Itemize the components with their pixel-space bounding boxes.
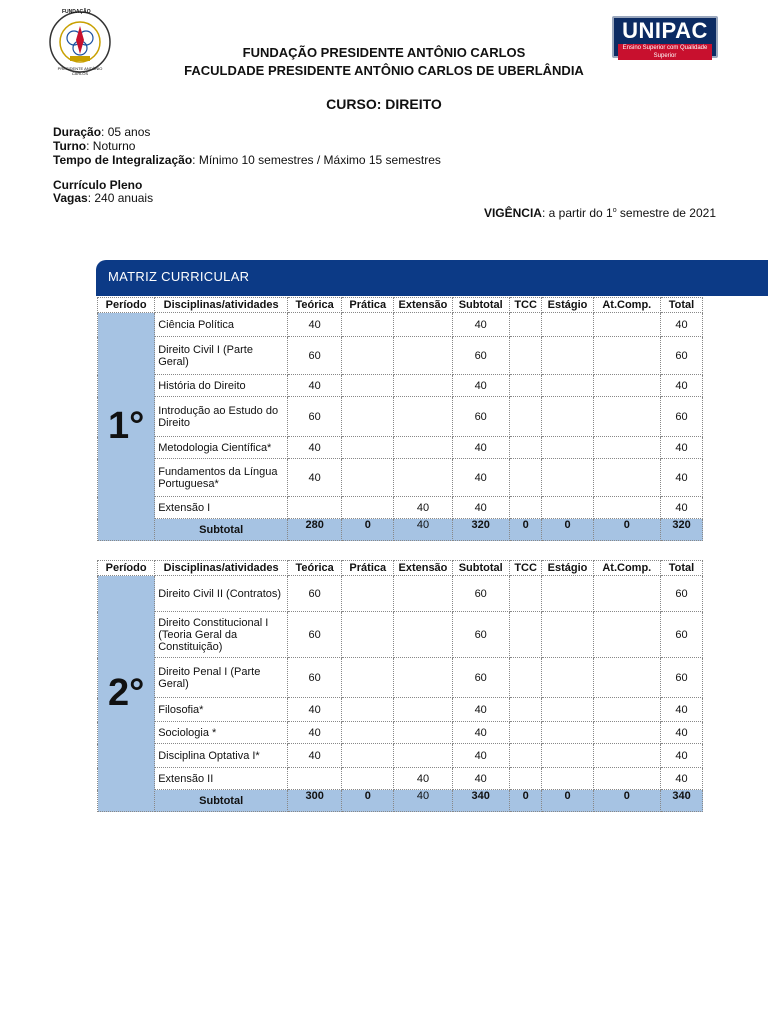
cell-teorica: 40 <box>288 375 342 397</box>
cell-atcomp <box>593 497 660 519</box>
cell-tcc <box>509 397 542 437</box>
cell-teorica: 40 <box>288 437 342 459</box>
cell-atcomp <box>593 576 660 612</box>
table-row <box>98 698 703 722</box>
info-vagas <box>53 191 153 205</box>
cell-extensao <box>394 397 452 437</box>
subtotal-teorica: 300 <box>288 790 342 812</box>
cell-pratica <box>342 768 394 790</box>
vigencia-post: semestre de 2021 <box>616 206 716 220</box>
column-header: TCC <box>509 561 542 576</box>
info-turno-label: Turno <box>53 139 87 153</box>
table-row <box>98 612 703 658</box>
subtotal-estagio: 0 <box>542 519 593 541</box>
subtotal-subtotal: 340 <box>452 790 509 812</box>
cell-atcomp <box>593 768 660 790</box>
column-header: Extensão <box>394 561 452 576</box>
cell-extensao <box>394 722 452 744</box>
info-curriculo-label: Currículo Pleno <box>53 178 143 192</box>
column-header: Estágio <box>542 561 593 576</box>
cell-extensao: 40 <box>394 497 452 519</box>
info-turno-value: : Noturno <box>86 139 136 153</box>
cell-atcomp <box>593 722 660 744</box>
subtotal-extensao: 40 <box>394 519 452 541</box>
cell-subtotal: 60 <box>452 612 509 658</box>
cell-total: 60 <box>661 658 703 698</box>
table-row <box>98 459 703 497</box>
subtotal-total: 320 <box>661 519 703 541</box>
cell-tcc <box>509 722 542 744</box>
cell-teorica: 40 <box>288 313 342 337</box>
cell-total: 40 <box>661 722 703 744</box>
column-header: Teórica <box>288 298 342 313</box>
cell-teorica: 40 <box>288 744 342 768</box>
subtotal-estagio: 0 <box>542 790 593 812</box>
cell-subtotal: 40 <box>452 497 509 519</box>
table-row <box>98 497 703 519</box>
cell-pratica <box>342 437 394 459</box>
cell-total: 60 <box>661 337 703 375</box>
cell-tcc <box>509 698 542 722</box>
cell-pratica <box>342 497 394 519</box>
subtotal-pratica: 0 <box>342 519 394 541</box>
cell-pratica <box>342 375 394 397</box>
subtotal-tcc: 0 <box>509 790 542 812</box>
cell-atcomp <box>593 744 660 768</box>
column-header: Total <box>661 561 703 576</box>
subtotal-atcomp: 0 <box>593 790 660 812</box>
cell-pratica <box>342 744 394 768</box>
discipline-name: Direito Civil II (Contratos) <box>155 576 288 612</box>
cell-extensao <box>394 698 452 722</box>
cell-estagio <box>542 576 593 612</box>
column-header: Período <box>98 298 155 313</box>
column-header: Disciplinas/atividades <box>155 561 288 576</box>
info-vigencia <box>484 206 716 220</box>
table-row <box>98 722 703 744</box>
cell-teorica: 60 <box>288 658 342 698</box>
discipline-name: Extensão II <box>155 768 288 790</box>
cell-teorica: 60 <box>288 576 342 612</box>
cell-total: 60 <box>661 576 703 612</box>
cell-teorica: 60 <box>288 397 342 437</box>
cell-extensao <box>394 313 452 337</box>
cell-atcomp <box>593 375 660 397</box>
cell-tcc <box>509 459 542 497</box>
cell-total: 40 <box>661 459 703 497</box>
cell-extensao <box>394 576 452 612</box>
cell-extensao <box>394 658 452 698</box>
cell-estagio <box>542 375 593 397</box>
cell-subtotal: 60 <box>452 658 509 698</box>
cell-estagio <box>542 437 593 459</box>
subtotal-row <box>98 790 703 812</box>
column-header: At.Comp. <box>593 298 660 313</box>
cell-estagio <box>542 768 593 790</box>
table-header <box>98 561 703 576</box>
cell-teorica <box>288 768 342 790</box>
cell-estagio <box>542 698 593 722</box>
vigencia-pre: : a partir do 1 <box>541 206 613 220</box>
period-2-table <box>97 560 703 812</box>
column-header: Subtotal <box>452 561 509 576</box>
cell-total: 40 <box>661 744 703 768</box>
cell-total: 40 <box>661 437 703 459</box>
cell-extensao <box>394 437 452 459</box>
cell-teorica: 60 <box>288 612 342 658</box>
vigencia-label: VIGÊNCIA <box>483 206 542 220</box>
cell-subtotal: 40 <box>452 698 509 722</box>
cell-total: 40 <box>661 497 703 519</box>
cell-estagio <box>542 397 593 437</box>
cell-estagio <box>542 459 593 497</box>
column-header: Prática <box>342 298 394 313</box>
cell-pratica <box>342 658 394 698</box>
cell-teorica: 40 <box>288 722 342 744</box>
cell-atcomp <box>593 658 660 698</box>
table-row <box>98 397 703 437</box>
cell-atcomp <box>593 698 660 722</box>
cell-subtotal: 40 <box>452 375 509 397</box>
discipline-name: Sociologia * <box>155 722 288 744</box>
table-row <box>98 375 703 397</box>
info-vagas-label: Vagas <box>53 191 88 205</box>
cell-tcc <box>509 744 542 768</box>
info-integralizacao <box>53 153 441 167</box>
cell-pratica <box>342 612 394 658</box>
cell-pratica <box>342 722 394 744</box>
cell-extensao <box>394 459 452 497</box>
subtotal-teorica: 280 <box>288 519 342 541</box>
cell-subtotal: 40 <box>452 313 509 337</box>
seal-text-top: FUNDAÇÃO <box>62 9 91 15</box>
discipline-name: Direito Civil I (Parte Geral) <box>155 337 288 375</box>
cell-atcomp <box>593 612 660 658</box>
cell-atcomp <box>593 313 660 337</box>
subtotal-subtotal: 320 <box>452 519 509 541</box>
subtotal-atcomp: 0 <box>593 519 660 541</box>
table-row <box>98 337 703 375</box>
column-header: At.Comp. <box>593 561 660 576</box>
period-label: 2° <box>98 576 155 812</box>
cell-subtotal: 40 <box>452 768 509 790</box>
cell-total: 40 <box>661 313 703 337</box>
cell-tcc <box>509 576 542 612</box>
cell-estagio <box>542 612 593 658</box>
column-header: Estágio <box>542 298 593 313</box>
cell-pratica <box>342 459 394 497</box>
cell-tcc <box>509 313 542 337</box>
cell-tcc <box>509 375 542 397</box>
info-integ-value: : Mínimo 10 semestres / Máximo 15 semestres <box>192 153 441 167</box>
cell-teorica <box>288 497 342 519</box>
cell-extensao <box>394 337 452 375</box>
cell-subtotal: 40 <box>452 437 509 459</box>
cell-estagio <box>542 658 593 698</box>
cell-atcomp <box>593 397 660 437</box>
subtotal-extensao: 40 <box>394 790 452 812</box>
cell-teorica: 60 <box>288 337 342 375</box>
cell-estagio <box>542 337 593 375</box>
cell-subtotal: 40 <box>452 744 509 768</box>
seal-text-bottom: PRESIDENTE ANTÔNIO CARLOS <box>57 66 103 76</box>
discipline-name: Disciplina Optativa I* <box>155 744 288 768</box>
curriculum-banner: MATRIZ CURRICULAR <box>96 260 768 296</box>
cell-subtotal: 60 <box>452 337 509 375</box>
cell-subtotal: 60 <box>452 576 509 612</box>
cell-estagio <box>542 722 593 744</box>
course-title: CURSO: DIREITO <box>326 96 442 112</box>
cell-tcc <box>509 612 542 658</box>
vigencia-sup: o <box>612 207 617 214</box>
cell-pratica <box>342 313 394 337</box>
cell-pratica <box>342 337 394 375</box>
subtotal-label: Subtotal <box>155 790 288 812</box>
subtotal-label: Subtotal <box>155 519 288 541</box>
cell-estagio <box>542 313 593 337</box>
cell-extensao <box>394 744 452 768</box>
cell-atcomp <box>593 459 660 497</box>
table-header <box>98 298 703 313</box>
cell-total: 60 <box>661 612 703 658</box>
cell-total: 40 <box>661 698 703 722</box>
info-duracao-label: Duração <box>53 125 102 139</box>
cell-estagio <box>542 497 593 519</box>
cell-subtotal: 40 <box>452 459 509 497</box>
column-header: Disciplinas/atividades <box>155 298 288 313</box>
info-vagas-value: : 240 anuais <box>87 191 154 205</box>
discipline-name: Extensão I <box>155 497 288 519</box>
discipline-name: Direito Penal I (Parte Geral) <box>155 658 288 698</box>
info-duracao <box>53 125 150 139</box>
cell-tcc <box>509 658 542 698</box>
column-header: Teórica <box>288 561 342 576</box>
cell-teorica: 40 <box>288 459 342 497</box>
cell-pratica <box>342 576 394 612</box>
subtotal-total: 340 <box>661 790 703 812</box>
cell-extensao <box>394 612 452 658</box>
unipac-logo-tagline: Ensino Superior com Qualidade Superior <box>618 44 712 60</box>
cell-subtotal: 60 <box>452 397 509 437</box>
cell-teorica: 40 <box>288 698 342 722</box>
cell-tcc <box>509 337 542 375</box>
column-header: Subtotal <box>452 298 509 313</box>
column-header: Total <box>661 298 703 313</box>
cell-extensao: 40 <box>394 768 452 790</box>
cell-tcc <box>509 768 542 790</box>
discipline-name: Direito Constitucional I (Teoria Geral da Constituição) <box>155 612 288 658</box>
unipac-logo-name: UNIPAC <box>622 18 708 43</box>
discipline-name: Filosofia* <box>155 698 288 722</box>
cell-subtotal: 40 <box>452 722 509 744</box>
table-row <box>98 576 703 612</box>
cell-total: 40 <box>661 375 703 397</box>
discipline-name: Introdução ao Estudo do Direito <box>155 397 288 437</box>
cell-pratica <box>342 698 394 722</box>
table-row <box>98 658 703 698</box>
cell-extensao <box>394 375 452 397</box>
institution-line-1: FUNDAÇÃO PRESIDENTE ANTÔNIO CARLOS <box>242 45 526 60</box>
discipline-name: Metodologia Científica* <box>155 437 288 459</box>
cell-total: 40 <box>661 768 703 790</box>
info-duracao-value: : 05 anos <box>101 125 151 139</box>
subtotal-row <box>98 519 703 541</box>
table-row <box>98 437 703 459</box>
institution-line-2: FACULDADE PRESIDENTE ANTÔNIO CARLOS DE UBERLÂNDIA <box>184 63 584 78</box>
cell-estagio <box>542 744 593 768</box>
cell-tcc <box>509 437 542 459</box>
period-label: 1° <box>98 313 155 541</box>
info-turno <box>53 139 135 153</box>
subtotal-pratica: 0 <box>342 790 394 812</box>
cell-tcc <box>509 497 542 519</box>
table-row <box>98 768 703 790</box>
period-1-table <box>97 297 703 541</box>
table-row <box>98 313 703 337</box>
column-header: Prática <box>342 561 394 576</box>
discipline-name: Ciência Política <box>155 313 288 337</box>
info-integ-label: Tempo de Integralização <box>53 153 193 167</box>
discipline-name: História do Direito <box>155 375 288 397</box>
subtotal-tcc: 0 <box>509 519 542 541</box>
discipline-name: Fundamentos da Língua Portuguesa* <box>155 459 288 497</box>
column-header: TCC <box>509 298 542 313</box>
table-row <box>98 744 703 768</box>
column-header: Extensão <box>394 298 452 313</box>
cell-total: 60 <box>661 397 703 437</box>
cell-atcomp <box>593 437 660 459</box>
cell-atcomp <box>593 337 660 375</box>
cell-pratica <box>342 397 394 437</box>
info-curriculo <box>53 178 142 192</box>
column-header: Período <box>98 561 155 576</box>
